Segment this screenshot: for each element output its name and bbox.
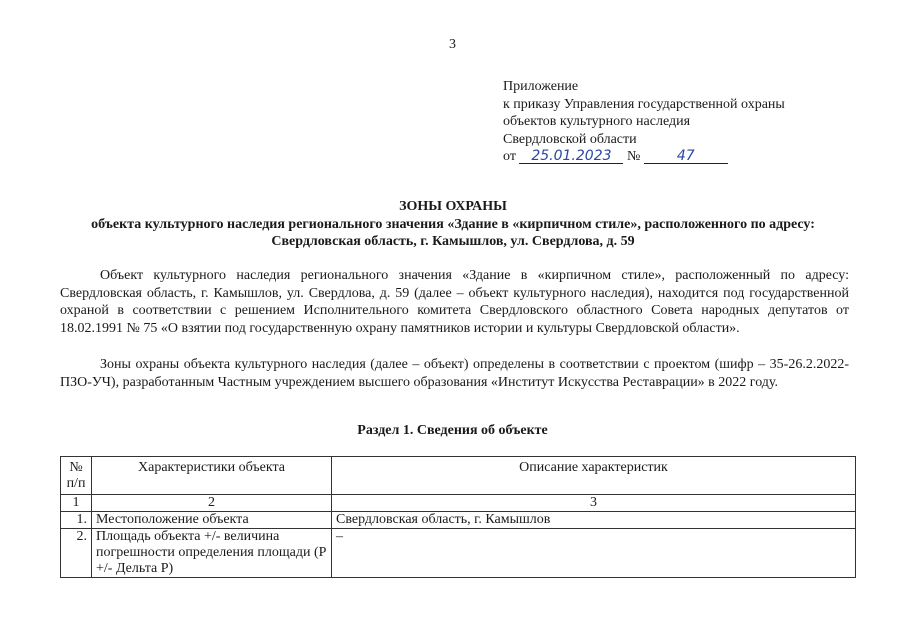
index-cell: 1 xyxy=(61,495,92,512)
row-characteristic: Местоположение объекта xyxy=(92,512,332,529)
index-cell: 3 xyxy=(332,495,856,512)
index-cell: 2 xyxy=(92,495,332,512)
handwritten-number: 47 xyxy=(644,149,728,164)
header-number: № п/п xyxy=(61,457,92,495)
handwritten-date: 25.01.2023 xyxy=(519,149,623,164)
row-number: 1. xyxy=(61,512,92,529)
title-line-2: объекта культурного наследия регионального значения «Здание в «кирпичном стиле», расположенного по адресу: xyxy=(91,216,815,232)
header-characteristics: Характеристики объекта xyxy=(92,457,332,495)
appendix-line-1: Приложение xyxy=(503,79,579,94)
row-characteristic: Площадь объекта +/- величина погрешности определения площади (P +/- Дельта P) xyxy=(92,529,332,578)
row-description: – xyxy=(332,529,856,578)
page-number: 3 xyxy=(449,37,456,52)
row-description: Свердловская область, г. Камышлов xyxy=(332,512,856,529)
table-row xyxy=(61,512,856,529)
paragraph-1: Объект культурного наследия регионального значения «Здание в «кирпичном стиле», расположенный по адресу: Свердловская область, г. Камышлов, ул. Свердлова, д. 59 (далее – объект культурного наследия), находится под государственной охраной в соответствии с решением Исполнительного комитета Свердловского областного Совета народных депутатов от 18.02.1991 № 75 «О взятии под государственную охрану памятников истории и культуры Свердловской области». xyxy=(60,268,849,336)
appendix-line-3: объектов культурного наследия xyxy=(503,114,691,129)
date-prefix: от xyxy=(503,149,516,164)
header-description: Описание характеристик xyxy=(332,457,856,495)
section-title: Раздел 1. Сведения об объекте xyxy=(357,423,548,438)
paragraph-2: Зоны охраны объекта культурного наследия (далее – объект) определены в соответствии с проектом (шифр – 35-26.2.2022-ПЗО-УЧ), разработанным Частным учреждением высшего образования «Институт Искусства Реставрации» в 2022 году. xyxy=(60,357,849,390)
table-index-row xyxy=(61,495,856,512)
title-line-1: ЗОНЫ ОХРАНЫ xyxy=(399,199,507,214)
appendix-block xyxy=(503,78,883,166)
appendix-line-4: Свердловской области xyxy=(503,131,637,147)
title-line-3: Свердловская область, г. Камышлов, ул. Свердлова, д. 59 xyxy=(271,234,635,249)
appendix-date-line xyxy=(503,148,883,166)
document-title xyxy=(55,198,851,251)
object-info-table xyxy=(60,456,856,578)
row-number: 2. xyxy=(61,529,92,578)
appendix-line-2: к приказу Управления государственной охраны xyxy=(503,96,785,112)
table-header-row xyxy=(61,457,856,495)
table-row xyxy=(61,529,856,578)
number-sign: № xyxy=(626,149,641,164)
